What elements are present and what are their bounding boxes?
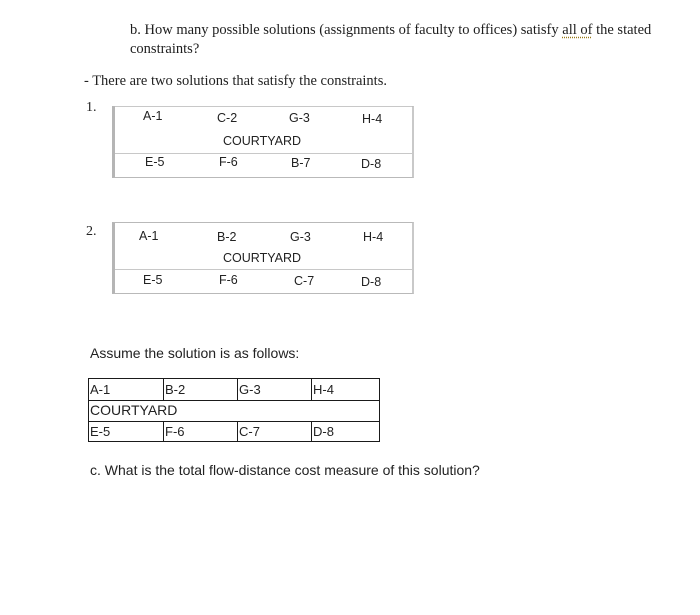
assumed-cell-h4: H-4 [311, 379, 379, 400]
question-b-line2: constraints? [130, 41, 200, 57]
sol2-cell-g3: G-3 [290, 230, 311, 244]
assumed-row-3 [89, 421, 379, 442]
sol2-cell-a1: A-1 [139, 229, 159, 243]
sol2-cell-b2: B-2 [217, 230, 237, 244]
solution-2-number: 2. [86, 224, 97, 239]
solution-1-number: 1. [86, 100, 97, 115]
assumed-row-1 [89, 379, 379, 401]
assumed-courtyard: COURTYARD [90, 402, 178, 418]
table-top-rule [115, 106, 412, 107]
solution-2-table [112, 222, 414, 294]
sol2-cell-f6: F-6 [219, 273, 238, 287]
sol1-cell-d8: D-8 [361, 157, 382, 171]
assumed-cell-d8: D-8 [311, 421, 379, 442]
question-b-line1 [130, 22, 651, 39]
sol1-cell-h4: H-4 [362, 112, 383, 126]
assumed-cell-a1: A-1 [90, 382, 111, 397]
sol1-cell-e5: E-5 [145, 155, 165, 169]
table-row-rule [115, 269, 412, 270]
assumed-cell-c7: C-7 [237, 421, 311, 442]
sol2-cell-d8: D-8 [361, 275, 382, 289]
sol2-cell-c7: C-7 [294, 274, 315, 288]
sol1-cell-b7: B-7 [291, 156, 311, 170]
question-b-text-post: the stated [592, 22, 652, 38]
question-b-emphasis: all of [562, 22, 593, 38]
assumed-cell-e5: E-5 [90, 424, 111, 439]
solution-1-table [112, 106, 414, 178]
assumed-cell-b2: B-2 [163, 379, 237, 400]
assumed-cell-f6: F-6 [163, 421, 237, 442]
assume-text: Assume the solution is as follows: [90, 345, 300, 361]
sol1-cell-a1: A-1 [143, 109, 163, 123]
sol1-cell-f6: F-6 [219, 155, 238, 169]
assumed-cell-g3: G-3 [237, 379, 311, 400]
sol1-cell-c2: C-2 [217, 111, 238, 125]
sol2-cell-h4: H-4 [363, 230, 384, 244]
answer-intro: - There are two solutions that satisfy the constraints. [84, 73, 387, 89]
table-row-rule [115, 153, 412, 154]
sol1-courtyard: COURTYARD [223, 134, 302, 148]
sol2-courtyard: COURTYARD [223, 251, 302, 265]
question-b-text-pre: b. How many possible solutions (assignments of faculty to offices) satisfy [130, 22, 563, 38]
sol2-cell-e5: E-5 [143, 273, 163, 287]
assumed-row-2 [89, 400, 379, 422]
assumed-solution-table [88, 378, 380, 442]
question-c: c. What is the total flow-distance cost measure of this solution? [90, 462, 480, 478]
sol1-cell-g3: G-3 [289, 111, 310, 125]
